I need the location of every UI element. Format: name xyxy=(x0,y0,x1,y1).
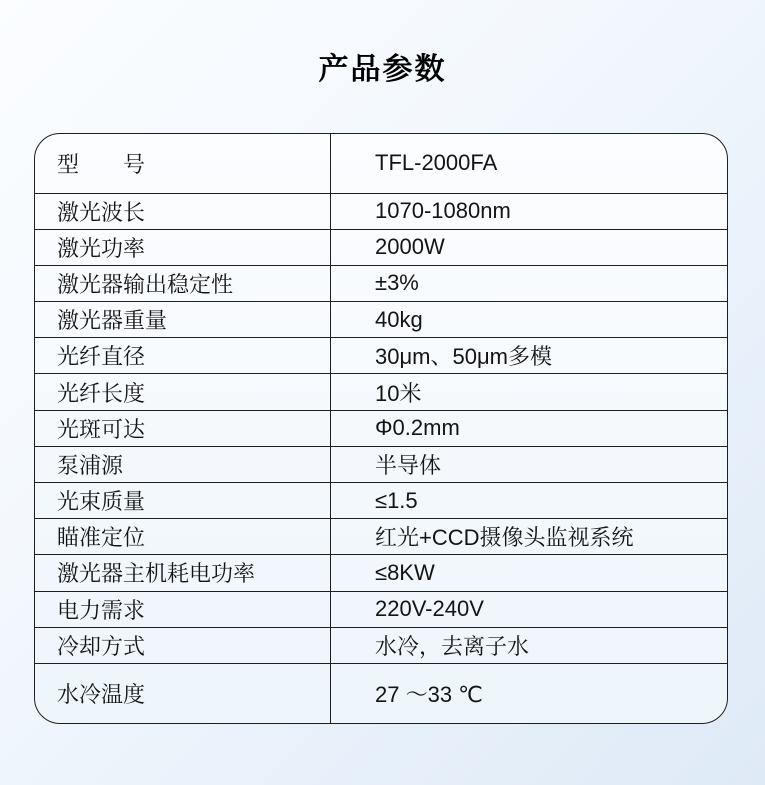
spec-label: 冷却方式 xyxy=(35,628,331,663)
spec-value: 40kg xyxy=(375,306,423,332)
table-row xyxy=(35,591,727,627)
table-row xyxy=(35,301,727,337)
spec-label: 光纤长度 xyxy=(35,374,331,409)
table-row xyxy=(35,518,727,554)
spec-label: 型 号 xyxy=(35,134,331,193)
table-row xyxy=(35,627,727,663)
spec-table xyxy=(34,133,728,724)
spec-value: 1070-1080nm xyxy=(375,198,511,224)
spec-value: 半导体 xyxy=(375,452,442,478)
spec-value: 30μm、50μm多模 xyxy=(375,344,552,370)
spec-label: 瞄准定位 xyxy=(35,519,331,554)
spec-label: 光束质量 xyxy=(35,483,331,518)
table-row xyxy=(35,193,727,229)
table-row xyxy=(35,373,727,409)
spec-label: 水冷温度 xyxy=(35,664,331,723)
spec-value: 220V-240V xyxy=(375,596,484,622)
spec-value: 10米 xyxy=(375,380,422,406)
table-row xyxy=(35,229,727,265)
spec-label: 激光器重量 xyxy=(35,302,331,337)
spec-value: TFL-2000FA xyxy=(375,150,498,176)
spec-value: 水冷，去离子水 xyxy=(375,633,530,659)
spec-label: 泵浦源 xyxy=(35,447,331,482)
spec-value: 27 ～33 ℃ xyxy=(375,681,483,707)
table-row xyxy=(35,410,727,446)
spec-label: 激光功率 xyxy=(35,230,331,265)
table-row xyxy=(35,446,727,482)
table-row xyxy=(35,663,727,723)
spec-label: 光斑可达 xyxy=(35,411,331,446)
spec-value: 2000W xyxy=(375,234,445,260)
spec-label: 激光波长 xyxy=(35,194,331,229)
spec-value: 红光+CCD摄像头监视系统 xyxy=(375,525,634,551)
page-title: 产品参数 xyxy=(318,53,447,86)
spec-label: 激光器主机耗电功率 xyxy=(35,555,331,590)
table-row xyxy=(35,482,727,518)
spec-label: 光纤直径 xyxy=(35,338,331,373)
table-row xyxy=(35,265,727,301)
spec-label: 电力需求 xyxy=(35,592,331,627)
spec-value: Φ0.2mm xyxy=(375,415,460,441)
table-row xyxy=(35,337,727,373)
spec-value: ≤1.5 xyxy=(375,487,418,513)
spec-value: ≤8KW xyxy=(375,559,435,585)
spec-value: ±3% xyxy=(375,270,419,296)
table-row xyxy=(35,134,727,193)
table-row xyxy=(35,554,727,590)
spec-label: 激光器输出稳定性 xyxy=(35,266,331,301)
